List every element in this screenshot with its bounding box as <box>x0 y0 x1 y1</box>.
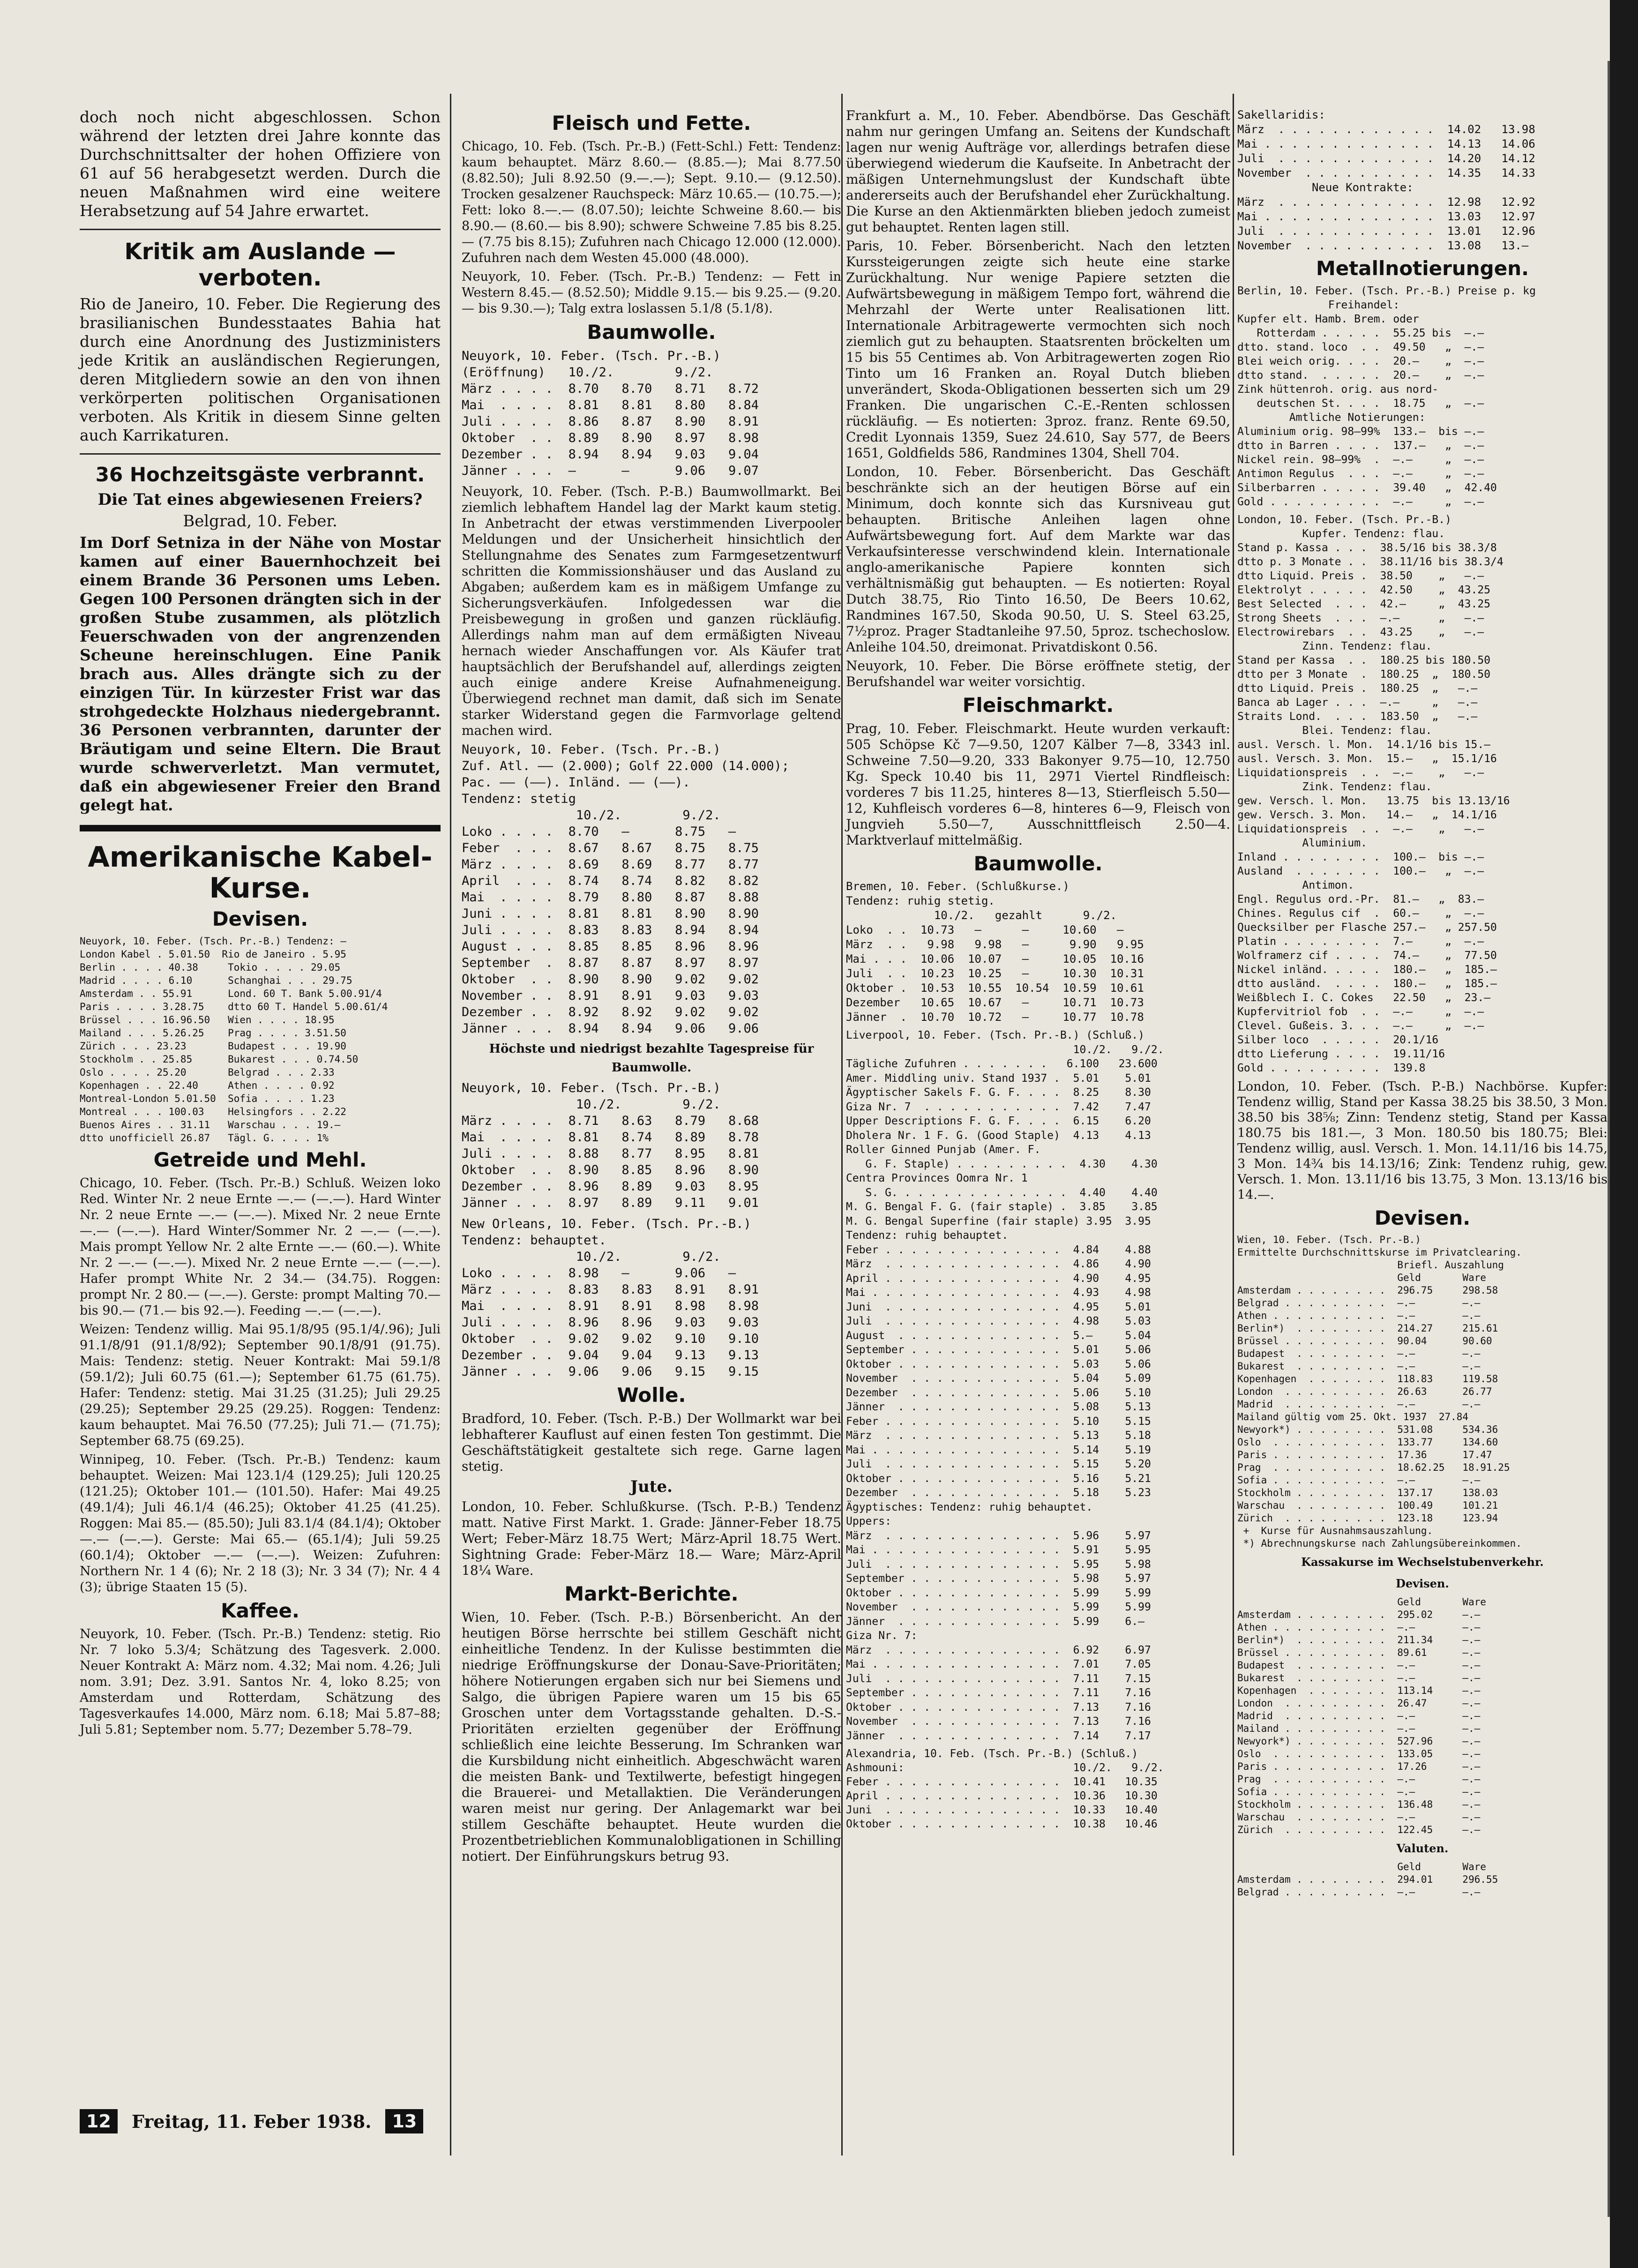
column-rule <box>450 94 451 2156</box>
table-bremen: Bremen, 10. Feber. (Schlußkurse.) Tendenz: ruhig stetig. 10./2. gezahlt 9./2. Loko . . 10.73 — — 10.60 — März . . 9.98 9.98 — 9.90 9.95 Mai . . . 10.06 10.07 — 10.05 10.16 Juli . . 10.23 10.25 — 10.30 10.31 Oktober . 10.53 10.55 10.54 10.59 10.61 Dezember 10.65 10.67 — 10.71 10.73 Jänner . 10.70 10.72 — 10.77 10.78 <box>846 880 1144 1024</box>
article-hochzeit: Im Dorf Setniza in der Nähe von Mostar kamen auf einer Bauernhochzeit bei einem Brande 36 Personen ums Leben. Gegen 100 Personen drängten sich in der großen Stube zusammen, als plötzlich Feuerschwaden von der angrenzenden Scheune hereinschlugen. Eine Panik brach aus. Alles drängte sich zu der einzigen Tür. In kürzester Frist war das strohgedeckte Holzhaus niedergebrannt. 36 Personen verbrannten, darunter der Bräutigam und seine Eltern. Die Braut wurde schwerverletzt. Man vermutet, daß ein abgewiesener Freier den Brand gelegt hat. <box>80 533 441 814</box>
report-fleisch-chicago: Chicago, 10. Feb. (Tsch. Pr.-B.) (Fett-Schl.) Fett: Tendenz: kaum behauptet. März 8.60.— (8.85.—); Mai 8.77.50 (8.82.50); Juli 8.92.50 (9.—.—); Sept. 9.10.— (9.12.50). Trocken gesalzener Rauchspeck: März 10.65.— (10.75.—); Fett: loko 8.—.— (8.07.50); leichte Schweine 8.60.— bis 8.90.— (8.60.— bis 8.90); schwere Schweine 7.85 bis 8.25.— (7.75 bis 8.15); Zufuhren nach Chicago 12.000 (12.000). Zufuhren nach dem Westen 45.000 (48.000). <box>462 139 841 265</box>
column-3 <box>846 108 1230 1831</box>
table-baumwolle-neuyork: Neuyork, 10. Feber. (Tsch. Pr.-B.) Zuf. Atl. —— (2.000); Golf 22.000 (14.000); Pac. —— (——). Inländ. —— (——). Tendenz: stetig 10./2. 9./2. Loko . . . . 8.70 — 8.75 — Feber . . . 8.67 8.67 8.75 8.75 März . . . . 8.69 8.69 8.77 8.77 April . . . 8.74 8.74 8.82 8.82 Mai . . . . 8.79 8.80 8.87 8.88 Juni . . . . 8.81 8.81 8.90 8.90 Juli . . . . 8.83 8.83 8.94 8.94 August . . . 8.85 8.85 8.96 8.96 September . 8.87 8.87 8.97 8.97 Oktober . . 8.90 8.90 9.02 9.02 November . . 8.91 8.91 9.03 9.03 Dezember . . 8.92 8.92 9.02 9.02 Jänner . . . 8.94 8.94 9.06 9.06 <box>462 742 789 1036</box>
column-4 <box>1237 108 1608 1899</box>
table-kassakurse: Geld Ware Amsterdam . . . . . . . . 295.02 —.— Athen . . . . . . . . . . —.— —.— Berlin*) . . . . . . . . 211.34 —.— Brüssel . . . . . . . . . 89.61 —.— Budapest . . . . . . . . —.— —.— Bukarest . . . . . . . . —.— —.— Kopenhagen . . . . . . . 113.14 —.— London . . . . . . . . . 26.47 —.— Madrid . . . . . . . . . —.— —.— Mailand . . . . . . . . . —.— —.— Newyork*) . . . . . . . . 527.96 —.— Oslo . . . . . . . . . . 133.05 —.— Paris . . . . . . . . . . 17.26 —.— Prag . . . . . . . . . . —.— —.— Sofia . . . . . . . . . . —.— —.— Stockholm . . . . . . . . 136.48 —.— Warschau . . . . . . . . —.— —.— Zürich . . . . . . . . . 122.45 —.— <box>1237 1596 1487 1835</box>
separator <box>80 453 441 455</box>
section-baumwolle: Baumwolle. <box>587 321 716 344</box>
section-fleischmarkt: Fleischmarkt. <box>962 694 1114 717</box>
report-chicago-markt: Weizen: Tendenz willig. Mai 95.1/8/95 (95.1/4/.96); Juli 91.1/8/91 (91.1/8/92); September 90.1/8/91 (91.75). Mais: Tendenz: stetig. Neuer Kontrakt: Mai 59.1/8 (59.1/2); Juli 60.75 (61.—); September 61.75 (61.75). Hafer: Tendenz: stetig. Mai 31.25 (31.25); Juli 29.25 (29.25); September 29.25 (29.25). Roggen: Tendenz: kaum behauptet. Mai 76.50 (77.25); Juli 71.— (71.75); September 68.75 (69.25). <box>80 1322 441 1448</box>
report-wien-boerse: Wien, 10. Feber. (Tsch. P.-B.) Börsenbericht. An der heutigen Börse herrschte bei stillem Geschäft nicht einheitliche Tendenz. In der Kulisse bestimmten die niedrige Eröffnungskurse der Donau-Save-Prioritäten; höhere Notierungen ergaben sich nur bei Siemens und Salgo, die übrigen Papiere waren um 15 bis 65 Groschen unter dem Vortagsstande gehalten. D.-S.-Prioritäten erzielten gegenüber der Eröffnung schließlich eine leichte Besserung. Im Schranken war die Kursbildung nicht einheitlich. Abgeschwächt waren die meisten Bank- und Textilwerte, befestigt hingegen die Brauerei- und Metallaktien. Die Veränderungen waren meist nur gering. Der Anlagemarkt war bei stillem Geschäfte behauptet. Heute wurden die Prozentbetrieblichen Kommunalobligationen in Schilling notiert. Der Einführungskurs betrug 93. <box>462 1609 841 1864</box>
table-valuten: Geld Ware Amsterdam . . . . . . . . 294.01 296.55 Belgrad . . . . . . . . . —.— —.— <box>1237 1861 1498 1898</box>
section-fleisch: Fleisch und Fette. <box>552 112 751 135</box>
article-kritik: Rio de Janeiro, 10. Feber. Die Regierung des brasilianischen Bundesstaates Bahia hat durch eine Anordnung des Justizministers jede Kritik an ausländischen Regierungen, deren Mitgliedern sowie an den von ihnen verkörperten politischen Organisationen verboten. Als Kritik in diesem Sinne gelten auch Karrikaturen. <box>80 295 441 444</box>
report-neuyork-boerse: Neuyork, 10. Feber. Die Börse eröffnete stetig, der Berufshandel war weiter vorsichtig. <box>846 658 1230 689</box>
headline-kabelkurse: Amerikanische Kabel-Kurse. <box>88 841 433 905</box>
column-rule <box>841 94 843 2156</box>
table-metall-london: London, 10. Feber. (Tsch. Pr.-B.) Kupfer. Tendenz: flau. Stand p. Kassa . . . 38.5/16 bis 38.3/8 dtto p. 3 Monate . . 38.11/16 bis 38.3/4 dtto Liquid. Preis . 38.50 „ —.— Elektrolyt . . . . . 42.50 „ 43.25 Best Selected . . . 42.— „ 43.25 Strong Sheets . . . —.— „ —.— Electrowirebars . . 43.25 „ —.— Zinn. Tendenz: flau. Stand per Kassa . . 180.25 bis 180.50 dtto per 3 Monate . 180.25 „ 180.50 dtto Liquid. Preis . 180.25 „ —.— Banca ab Lager . . . —.— „ —.— Straits Lond. . . . 183.50 „ —.— Blei. Tendenz: flau. ausl. Versch. l. Mon. 14.1/16 bis 15.— ausl. Versch. 3. Mon. 15.— „ 15.1/16 Liquidationspreis . . —.— „ —.— Zink. Tendenz: flau. gew. Versch. l. Mon. 13.75 bis 13.13/16 gew. Versch. 3. Mon. 14.— „ 14.1/16 Liquidationspreis . . —.— „ —.— Aluminium. Inland . . . . . . . . 100.— bis —.— Ausland . . . . . . . 100.— „ —.— Antimon. Engl. Regulus ord.-Pr. 81.— „ 83.— Chines. Regulus cif . 60.— „ —.— Quecksilber per Flasche 257.— „ 257.50 Platin . . . . . . . . 7.— „ —.— Wolframerz cif . . . . 74.— „ 77.50 Nickel inländ. . . . . 180.— „ 185.— dtto ausländ. . . . . 180.— „ 185.— Weißblech I. C. Cokes 22.50 „ 23.— Kupfervitriol fob . . —.— „ —.— Clevel. Gußeis. 3. . . —.— „ —.— Silber loco . . . . . 20.1/16 dtto Lieferung . . . . 19.11/16 Gold . . . . . . . . . 139.8 <box>1237 514 1510 1074</box>
section-getreide: Getreide und Mehl. <box>153 1148 367 1171</box>
thick-separator <box>80 825 441 831</box>
table-metall-berlin: Berlin, 10. Feber. (Tsch. Pr.-B.) Preise p. kg Freihandel: Kupfer elt. Hamb. Brem. oder Rotterdam . . . . . 55.25 bis —.— dtto. stand. loco . . 49.50 „ —.— Blei weich orig. . . . 20.— „ —.— dtto stand. . . . . . 20.— „ —.— Zink hüttenroh. orig. aus nord- deutschen St. . . . 18.75 „ —.— Amtliche Notierungen: Aluminium orig. 98—99% 133.— bis —.— dtto in Barren . . . . 137.— „ —.— Nickel rein. 98—99% . —.— „ —.— Antimon Regulus . . . —.— „ —.— Silberbarren . . . . . 39.40 „ 42.40 Gold . . . . . . . . . —.— „ —.— <box>1237 285 1536 508</box>
subheading-kassakurse: Devisen. <box>1396 1577 1449 1590</box>
heading-kassakurse: Kassakurse im Wechselstubenverkehr. <box>1301 1555 1544 1569</box>
table-devisen-neuyork: Neuyork, 10. Feber. (Tsch. Pr.-B.) Tendenz: — London Kabel . 5.01.50 Rio de Janeiro . 5.95 Berlin . . . . 40.38 Tokio . . . . 29.05 Madrid . . . . 6.10 Schanghai . . . 29.75 Amsterdam . . 55.91 Lond. 60 T. Bank 5.00.91/4 Paris . . . . 3.28.75 dtto 60 T. Handel 5.00.61/4 Brüssel . . . 16.96.50 Wien . . . . 18.95 Mailand . . . 5.26.25 Prag . . . . 3.51.50 Zürich . . . 23.23 Budapest . . . 19.90 Stockholm . . 25.85 Bukarest . . . 0.74.50 Oslo . . . . 25.20 Belgrad . . . 2.33 Kopenhagen . . 22.40 Athen . . . . 0.92 Montreal-London 5.01.50 Sofia . . . . 1.23 Montreal . . . 100.03 Helsingfors . . 2.22 Buenos Aires . . 31.11 Warschau . . . 19.— dtto unofficiell 26.87 Tägl. G. . . . 1% <box>80 936 388 1144</box>
page-number-right: 13 <box>385 2109 423 2133</box>
column-rule <box>1233 94 1234 2156</box>
dark-page-edge <box>1610 0 1638 2268</box>
page-edge-line <box>1608 61 1610 2217</box>
report-prag-fleisch: Prag, 10. Feber. Fleischmarkt. Heute wurden verkauft: 505 Schöpse Kč 7—9.50, 1207 Kälber 7—8, 3343 inl. Schweine 7.50—9.20, 333 Bakonyer 9.75—10, 12.750 Kg. Speck 10.40 bis 11, 2971 Viertel Rindfleisch: vorderes 7 bis 11.25, hinteres 8—13, Stierfleisch 5.50—12, Kuhfleisch vorderes 6—8, hinteres 6—9, Fleisch von Jungvieh 5.50—7, Ausschnittfleisch 2.50—4. Marktverlauf mittelmäßig. <box>846 721 1230 848</box>
separator <box>80 229 441 230</box>
section-wolle: Wolle. <box>617 1384 686 1407</box>
section-jute: Jute. <box>630 1477 673 1496</box>
report-baumwolle: Neuyork, 10. Feber. (Tsch. P.-B.) Baumwollmarkt. Bei ziemlich lebhaftem Handel lag der Markt kaum stetig. In Anbetracht der etwas verstimmenden Liverpooler Meldungen und der Unsicherheit hinsichtlich der Stellungnahme des Senates zum Farmgesetzentwurf schritten die Kommissionshäuser und das Ausland zu Abgaben; außerdem kam es in mäßigem Umfange zu Sicherungsverkäufen. Infolgedessen war die Preisbewegung in großen und ganzen rückläufig. Allerdings nahm man auf dem ermäßigten Niveau hernach wieder Anschaffungen vor. Als Käufer trat hauptsächlich der Berufshandel auf, allerdings zeigten auch einige andere Kreise Aufnahmeneigung. Überwiegend rechnet man damit, daß sich im Senate starker Widerstand gegen die Farmvorlage geltend machen wird. <box>462 484 841 738</box>
report-wolle: Bradford, 10. Feber. (Tsch. P.-B.) Der Wollmarkt war bei lebhafterer Kauflust auf einen festen Ton gestimmt. Die Geschäftstätigkeit gestaltete sich rege. Garne lagen stetig. <box>462 1411 841 1474</box>
section-marktberichte: Markt-Berichte. <box>564 1582 739 1605</box>
table-alexandria: Alexandria, 10. Feb. (Tsch. Pr.-B.) (Schluß.) Ashmouni: 10./2. 9./2. Feber . . . . . . . . . . . . . . 10.41 10.35 April . . . . . . . . . . . . . . 10.36 10.30 Juni . . . . . . . . . . . . . . 10.33 10.40 Oktober . . . . . . . . . . . . . 10.38 10.46 <box>846 1748 1164 1830</box>
heading-hoechste-preise: Höchste und niedrigst bezahlte Tagespreise für Baumwolle. <box>489 1042 814 1075</box>
issue-date: Freitag, 11. Feber 1938. <box>131 2111 372 2132</box>
dateline-hochzeit: Belgrad, 10. Feber. <box>183 512 337 531</box>
column-2 <box>462 108 841 1867</box>
table-baumwolle-hoechst: Neuyork, 10. Feber. (Tsch. Pr.-B.) 10./2. 9./2. März . . . . 8.71 8.63 8.79 8.68 Mai . . . . 8.81 8.74 8.89 8.78 Juli . . . . 8.88 8.77 8.95 8.81 Oktober . . 8.90 8.85 8.96 8.90 Dezember . . 8.96 8.89 9.03 8.95 Jänner . . . 8.97 8.89 9.11 9.01 <box>462 1081 759 1210</box>
subheadline-hochzeit: Die Tat eines abgewiesenen Freiers? <box>97 490 423 509</box>
table-liverpool: Liverpool, 10. Feber. (Tsch. Pr.-B.) (Schluß.) 10./2. 9./2. Tägliche Zufuhren . . . . . . . 6.100 23.600 Amer. Middling univ. Stand 1937 . 5.01 5.01 Ägyptischer Sakels F. G. F. . . . 8.25 8.30 Giza Nr. 7 . . . . . . . . . . . 7.42 7.47 Upper Descriptions F. G. F. . . . 6.15 6.20 Dholera Nr. 1 F. G. (Good Staple) 4.13 4.13 Roller Ginned Punjab (Amer. F. G. F. Staple) . . . . . . . . . 4.30 4.30 Centra Provinces Oomra Nr. 1 S. G. . . . . . . . . . . . . . 4.40 4.40 M. G. Bengal F. G. (fair staple) . 3.85 3.85 M. G. Bengal Superfine (fair staple) 3.95 3.95 Tendenz: ruhig behauptet. Feber . . . . . . . . . . . . . . 4.84 4.88 März . . . . . . . . . . . . . . 4.86 4.90 April . . . . . . . . . . . . . . 4.90 4.95 Mai . . . . . . . . . . . . . . . 4.93 4.98 Juni . . . . . . . . . . . . . . 4.95 5.01 Juli . . . . . . . . . . . . . . 4.98 5.03 August . . . . . . . . . . . . . 5.— 5.04 September . . . . . . . . . . . . 5.01 5.06 Oktober . . . . . . . . . . . . . 5.03 5.06 November . . . . . . . . . . . . 5.04 5.09 Dezember . . . . . . . . . . . . 5.06 5.10 Jänner . . . . . . . . . . . . . 5.08 5.13 Feber . . . . . . . . . . . . . . 5.10 5.15 März . . . . . . . . . . . . . . 5.13 5.18 Mai . . . . . . . . . . . . . . . 5.14 5.19 Juli . . . . . . . . . . . . . . 5.15 5.20 Oktober . . . . . . . . . . . . . 5.16 5.21 Dezember . . . . . . . . . . . . 5.18 5.23 Ägyptisches: Tendenz: ruhig behauptet. Uppers: März . . . . . . . . . . . . . . 5.96 5.97 Mai . . . . . . . . . . . . . . . 5.91 5.95 Juli . . . . . . . . . . . . . . 5.95 5.98 September . . . . . . . . . . . . 5.98 5.97 Oktober . . . . . . . . . . . . . 5.99 5.99 November . . . . . . . . . . . . 5.99 5.99 Jänner . . . . . . . . . . . . . 5.99 6.— Giza Nr. 7: März . . . . . . . . . . . . . . 6.92 6.97 Mai . . . . . . . . . . . . . . . 7.01 7.05 Juli . . . . . . . . . . . . . . 7.11 7.15 September . . . . . . . . . . . . 7.11 7.16 Oktober . . . . . . . . . . . . . 7.13 7.16 November . . . . . . . . . . . . 7.13 7.16 Jänner . . . . . . . . . . . . . 7.14 7.17 <box>846 1029 1164 1742</box>
column-1 <box>80 108 441 1741</box>
headline-hochzeit: 36 Hochzeitsgäste verbrannt. <box>95 463 425 486</box>
table-devisen-wien: Wien, 10. Feber. (Tsch. Pr.-B.) Ermittelte Durchschnittskurse im Privatclearing. Briefl. Auszahlung Geld Ware Amsterdam . . . . . . . . 296.75 298.58 Belgrad . . . . . . . . . —.— —.— Athen . . . . . . . . . . —.— —.— Berlin*) . . . . . . . . 214.27 215.61 Brüssel . . . . . . . . . 90.04 90.60 Budapest . . . . . . . . —.— —.— Bukarest . . . . . . . . —.— —.— Kopenhagen . . . . . . . 118.83 119.58 London . . . . . . . . . 26.63 26.77 Madrid . . . . . . . . . —.— —.— Mailand gültig vom 25. Okt. 1937 27.84 Newyork*) . . . . . . . . 531.08 534.36 Oslo . . . . . . . . . . 133.77 134.60 Paris . . . . . . . . . . 17.36 17.47 Prag . . . . . . . . . . 18.62.25 18.91.25 Sofia . . . . . . . . . . —.— —.— Stockholm . . . . . . . . 137.17 138.03 Warschau . . . . . . . . 100.49 101.21 Zürich . . . . . . . . . 123.18 123.94 + Kurse für Ausnahmsauszahlung. *) Abrechnungskurse nach Zahlungsübereinkommen. <box>1237 1234 1522 1549</box>
heading-valuten: Valuten. <box>1396 1841 1449 1855</box>
table-sakellaridis: Sakellaridis: März . . . . . . . . . . . . 14.02 13.98 Mai . . . . . . . . . . . . . 14.13 14.06 Juli . . . . . . . . . . . . 14.20 14.12 November . . . . . . . . . . 14.35 14.33 Neue Kontrakte: März . . . . . . . . . . . . 12.98 12.92 Mai . . . . . . . . . . . . . 13.03 12.97 Juli . . . . . . . . . . . . 13.01 12.96 November . . . . . . . . . . 13.08 13.— <box>1237 108 1535 252</box>
article-intro: doch noch nicht abgeschlossen. Schon während der letzten drei Jahre konnte das Durchschnittsalter der hohen Offiziere von 61 auf 56 herabgesetzt werden. Durch die neuen Maßnahmen wird eine weitere Herabsetzung auf 54 Jahre erwartet. <box>80 108 441 220</box>
table-baumwolle-neworleans: New Orleans, 10. Feber. (Tsch. Pr.-B.) Tendenz: behauptet. 10./2. 9./2. Loko . . . . 8.98 — 9.06 — März . . . . 8.83 8.83 8.91 8.91 Mai . . . . 8.91 8.91 8.98 8.98 Juli . . . . 8.96 8.96 9.03 9.03 Oktober . . 9.02 9.02 9.10 9.10 Dezember . . 9.04 9.04 9.13 9.13 Jänner . . . 9.06 9.06 9.15 9.15 <box>462 1217 759 1379</box>
table-baumwolle-eroeffnung: Neuyork, 10. Feber. (Tsch. Pr.-B.) (Eröffnung) 10./2. 9./2. März . . . . 8.70 8.70 8.71 8.72 Mai . . . . 8.81 8.81 8.80 8.84 Juli . . . . 8.86 8.87 8.90 8.91 Oktober . . 8.89 8.90 8.97 8.98 Dezember . . 8.94 8.94 9.03 9.04 Jänner . . . — — 9.06 9.07 <box>462 349 759 478</box>
section-devisen-wien: Devisen. <box>1374 1206 1471 1229</box>
headline-kritik: Kritik am Auslande — verboten. <box>124 239 396 291</box>
report-london: London, 10. Feber. Börsenbericht. Das Geschäft beschränkte sich an der heutigen Börse auf ein Minimum, doch konnte sich das Kursniveau gut behaupten. Britische Anleihen lagen ohne Aufwärtsbewegung fort. Auf dem Markte war das Verkaufsinteresse verschwindend klein. Internationale anglo-amerikanische Papiere konnten sich verhältnismäßig gut behaupten. — Es notierten: Royal Dutch 38.75, Rio Tinto 16.50, De Beers 10.62, Randmines 167.50, Skoda 90.50, U. S. Steel 63.25, 7½proz. Prager Stadtanleihe 97.50, 5proz. tschechoslow. Anleihe 104.50, dreimonat. Privatdiskont 0.56. <box>846 464 1230 655</box>
report-kaffee: Neuyork, 10. Feber. (Tsch. Pr.-B.) Tendenz: stetig. Rio Nr. 7 loko 5.3/4; Schätzung des Tagesverk. 2.000. Neuer Kontrakt A: März nom. 4.32; Mai nom. 4.26; Juli nom. 3.91; Dez. 3.91. Santos Nr. 4, loko 8.25; von Amsterdam und Rotterdam, Schätzung des Tagesverkaufes 14.000, März nom. 6.18; Mai 5.87–88; Juli 5.81; September nom. 5.77; Dezember 5.78–79. <box>80 1627 441 1737</box>
report-jute: London, 10. Feber. Schlußkurse. (Tsch. P.-B.) Tendenz matt. Native First Markt. 1. Grade: Jänner-Feber 18.75 Wert; Feber-März 18.75 Wert; März-April 18.75 Wert. Sightning Grade: Feber-März 18.— Ware; März-April 18¼ Ware. <box>462 1499 841 1578</box>
report-fleisch-neuyork: Neuyork, 10. Feber. (Tsch. Pr.-B.) Tendenz: — Fett in Western 8.45.— (8.52.50); Middle 9.15.— bis 9.25.— (9.20.— bis 9.30.—); Talg extra loslassen 5.1/8 (5.1/8). <box>462 269 841 316</box>
page-footer <box>80 2109 423 2133</box>
report-paris: Paris, 10. Feber. Börsenbericht. Nach den letzten Kurssteigerungen zeigte sich heute eine starke Zurückhaltung. Nur wenige Papiere setzten die Aufwärtsbewegung in mäßigem Tempo fort, während die Mehrzahl der Werte unter Realisationen litt. Internationale Arbitragewerte vermochten sich noch ziemlich gut zu behaupten. Staatsrenten bröckelten um 15 bis 55 Centimes ab. Von Arbitragewerten zogen Rio Tinto um 16 Franken an. Royal Dutch blieben unverändert, Skoda-Obligationen besserten sich um 29 Franken. Die ungarischen C.-E.-Renten schlossen rückläufig. — Es notierten: 3proz. franz. Rente 69.50, Credit Lyonnais 1359, Suez 24.610, Say 577, de Beers 1651, Goldfields 586, Randmines 1304, Shell 704. <box>846 238 1230 461</box>
section-devisen: Devisen. <box>212 907 308 930</box>
report-winnipeg: Winnipeg, 10. Feber. (Tsch. Pr.-B.) Tendenz: kaum behauptet. Weizen: Mai 123.1/4 (129.25); Juli 120.25 (121.25); Oktober 101.— (101.50). Hafer: Mai 49.25 (49.1/4); Juli 46.1/4 (46.25); Oktober 41.25 (41.25). Roggen: Mai 85.— (85.50); Juli 83.1/4 (84.1/4); Oktober —.— (—.—). Gerste: Mai 65.— (65.1/4); Juli 59.25 (60.1/4); Oktober —.— (—.—). Weizen: Zufuhren: Northern Nr. 1 4 (6); Nr. 2 18 (3); Nr. 3 34 (7); Nr. 4 4 (3); übrige Staaten 15 (5). <box>80 1452 441 1594</box>
report-frankfurt: Frankfurt a. M., 10. Feber. Abendbörse. Das Geschäft nahm nur geringen Umfang an. Seitens der Kundschaft lagen nur wenig Aufträge vor, allerdings betrafen diese überwiegend wiederum die Kaufseite. In Anbetracht der mäßigen Unternehmungslust der Kundschaft übte andererseits auch der Berufshandel eher Zurückhaltung. Die Kurse an den Aktienmärkten blieben jedoch zumeist gut behauptet. Renten lagen still. <box>846 108 1230 235</box>
report-chicago: Chicago, 10. Feber. (Tsch. Pr.-B.) Schluß. Weizen loko Red. Winter Nr. 2 neue Ernte —.— (—.—). Hard Winter Nr. 2 neue Ernte —.— (—.—). Mixed Nr. 2 neue Ernte —.— (—.—). Hard Winter/Sommer Nr. 2 —.— (—.—). Mais prompt Yellow Nr. 2 alte Ernte —.— (60.—). White Nr. 2 —.— (—.—). Mixed Nr. 2 neue Ernte —.— (—.—). Hafer prompt White Nr. 2 34.— (34.75). Roggen: prompt Nr. 2 80.— (—.—). Gerste: prompt Malting 70.— bis 90.— (71.— bis 92.—). Feeding —.— (—.—). <box>80 1176 441 1318</box>
section-metall: Metallnotierungen. <box>1316 257 1529 280</box>
page-number-left: 12 <box>80 2109 118 2133</box>
report-london-nachboerse: London, 10. Feber. (Tsch. P.-B.) Nachbörse. Kupfer: Tendenz willig, Stand per Kassa 38.25 bis 38.50, 3 Mon. 38.50 bis 38⅝; Zinn: Tendenz stetig, Stand per Kassa 180.75 bis 181.—, 3 Mon. 180.50 bis 180.75; Blei: Tendenz willig, ausl. Versch. 1. Mon. 14.11/16 bis 14.75, 3 Mon. 14¾ bis 14.13/16; Zink: Tendenz ruhig, gew. Versch. 1. Mon. 13.11/16 bis 13.75, 3 Mon. 13.13/16 bis 14.—. <box>1237 1079 1608 1202</box>
section-baumwolle-2: Baumwolle. <box>973 852 1103 875</box>
section-kaffee: Kaffee. <box>221 1599 299 1622</box>
